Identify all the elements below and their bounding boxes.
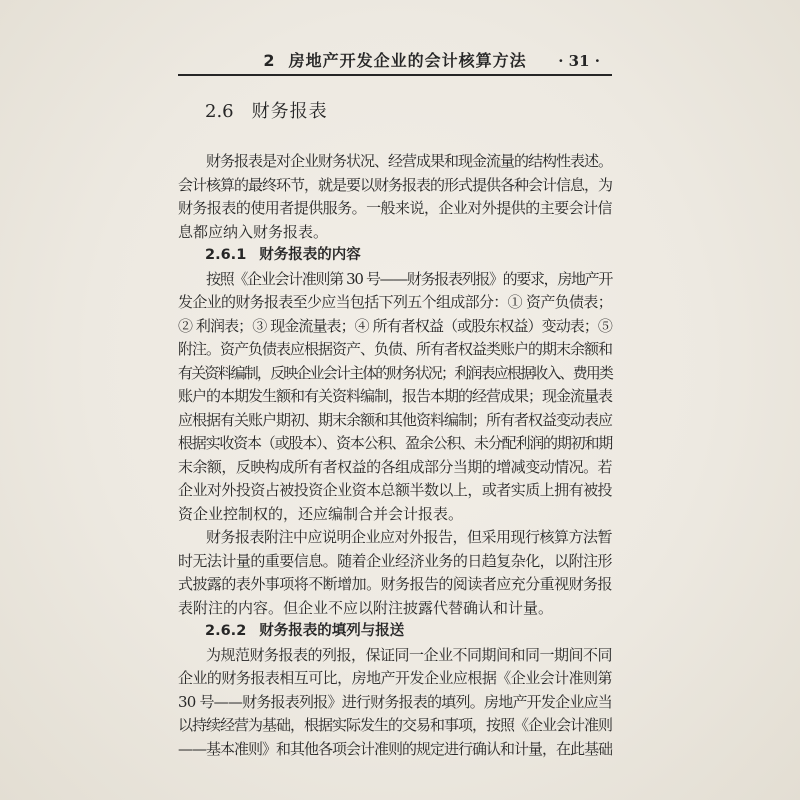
text-line: 会计核算的最终环节，就是要以财务报表的形式提供各种会计信息，为 [178, 175, 612, 194]
header-rule [178, 74, 612, 76]
page-number: · 31 · [558, 52, 600, 70]
running-head-title [178, 48, 612, 74]
text-line: 时无法计量的重要信息。随着企业经济业务的日趋复杂化，以附注形 [178, 551, 612, 570]
text-line: 附注。资产负债表应根据资产、负债、所有者权益类账户的期末余额和 [178, 340, 612, 358]
text-line: 以持续经营为基础，根据实际发生的交易和事项，按照《企业会计准则 [178, 716, 612, 734]
chapter-title: 房地产开发企业的会计核算方法 [288, 51, 527, 70]
section-heading [205, 99, 328, 125]
paragraph [178, 268, 612, 527]
text-line: 根据实收资本（或股本）、资本公积、盈余公积、未分配利润的期初和期 [178, 434, 612, 452]
chapter-number: 2 [263, 51, 275, 70]
text-line: 企业的财务报表相互可比，房地产开发企业应根据《企业会计准则第 [178, 669, 612, 687]
paragraph [178, 526, 612, 620]
subsection-heading [178, 620, 612, 644]
text-line: 发企业的财务报表至少应当包括下列五个组成部分：① 资产负债表； [178, 293, 612, 311]
text-line: 30 号——财务报表列报》进行财务报表的填列。房地产开发企业应当 [178, 692, 612, 711]
text-line: ——基本准则》和其他各项会计准则的规定进行确认和计量，在此基础 [178, 739, 612, 758]
text-line: 应根据有关账户期初、期末余额和其他资料编制；所有者权益变动表应 [178, 410, 612, 429]
section-number: 2.6 [205, 101, 234, 122]
text-line: ② 利润表；③ 现金流量表；④ 所有者权益（或股东权益）变动表；⑤ [178, 316, 612, 335]
text-line: 式披露的表外事项将不断增加。财务报告的阅读者应充分重视财务报 [178, 575, 612, 593]
text-line: 资企业控制权的，还应编制合并会计报表。 [178, 504, 464, 523]
text-line: 为规范财务报表的列报，保证同一企业不同期间和同一期间不同 [206, 645, 612, 664]
text-line: 企业对外投资占被投资企业资本总额半数以上，或者实质上拥有被投 [178, 481, 612, 499]
text-line: 财务报表附注中应说明企业应对外报告，但采用现行核算方法暂 [206, 528, 612, 546]
section-title: 财务报表 [251, 101, 328, 122]
subsection-heading [178, 244, 612, 268]
text-line: 末余额，反映构成所有者权益的各组成部分当期的增减变动情况。若 [178, 457, 612, 476]
subsection-number: 2.6.2 [205, 623, 247, 639]
subsection-title: 财务报表的填列与报送 [259, 623, 405, 639]
paragraph [178, 644, 612, 762]
text-column [178, 0, 612, 800]
running-head [178, 48, 612, 74]
paragraph [178, 150, 612, 244]
body-text [178, 150, 612, 761]
text-line: 财务报表是对企业财务状况、经营成果和现金流量的结构性表述。 [206, 152, 612, 170]
text-line: 账户的本期发生额和有关资料编制，报告本期的经营成果；现金流量表 [178, 387, 612, 405]
text-line: 财务报表的使用者提供服务。一般来说，企业对外提供的主要会计信 [178, 199, 612, 217]
subsection-number: 2.6.1 [205, 247, 247, 263]
subsection-title: 财务报表的内容 [259, 247, 361, 263]
text-line: 有关资料编制，反映企业会计主体的财务状况；利润表应根据收入、费用类 [178, 363, 612, 382]
text-line: 表附注的内容。但企业不应以附注披露代替确认和计量。 [178, 598, 554, 617]
text-line: 息都应纳入财务报表。 [178, 222, 329, 241]
text-line: 按照《企业会计准则第 30 号——财务报表列报》的要求，房地产开 [206, 269, 612, 288]
